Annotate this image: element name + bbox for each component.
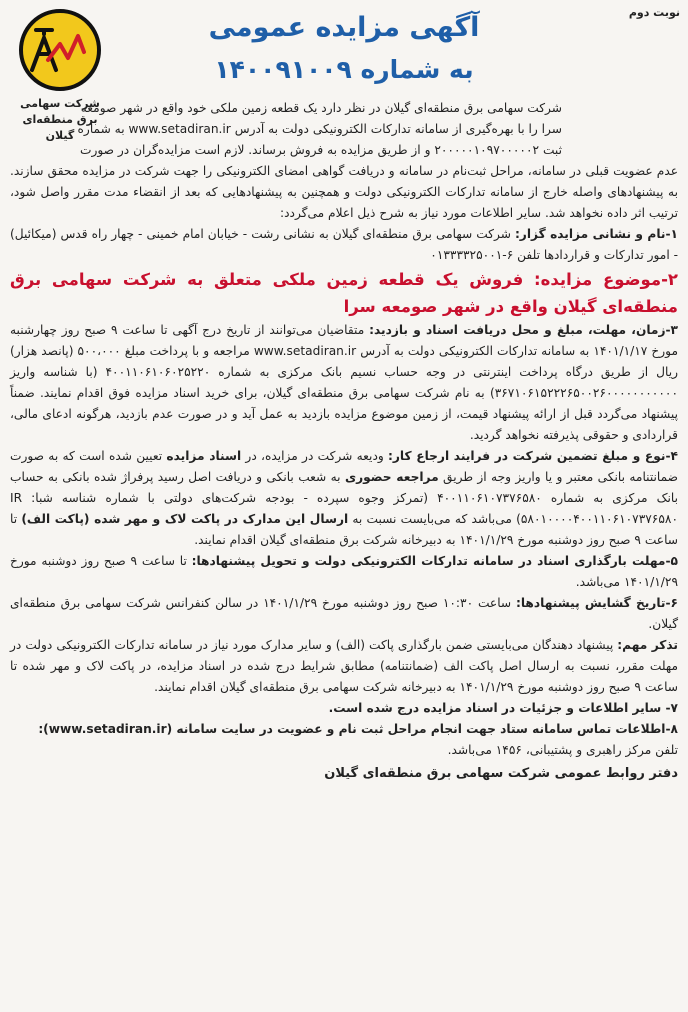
intro-line-2: سرا را با بهره‌گیری از سامانه تدارکات الکترونیکی دولت به آدرس www.setadiran.ir به شماره: [77, 122, 562, 136]
section-3: [10, 320, 678, 446]
intro-rest: عدم عضویت قبلی در سامانه، مراحل ثبت‌نام در سامانه و دریافت گواهی امضای الکترونیکی را جهت شرکت در مزایده محقق سازند. به پیشنهادهای واصله خارج از سامانه تدارکات الکترونیکی دولت و همچنین به پیشنهادهایی که بعد از انقضاء مدت مقرر واصل شود، ترتیب اثر داده نخواهد شد. سایر اطلاعات مورد نیاز به شرح ذیل اعلام می‌گردد:: [10, 164, 678, 220]
section-1-text: شرکت سهامی برق منطقه‌ای گیلان به نشانی رشت - خیابان امام خمینی - چهار راه قدس (میکائیل) - امور تدارکات و قراردادها تلفن ۶-۰۱۳۳۳۳۲۵۰۰۱: [10, 227, 678, 262]
section-1-label: ۱-نام و نشانی مزایده گزار:: [514, 227, 678, 241]
section-4-bold-3: ارسال این مدارک در پاکت لاک و مهر شده (پاکت الف): [21, 512, 349, 526]
notice-title: آگهی مزایده عمومی: [208, 12, 480, 43]
notice-number: به شماره ۱۴۰۰۹۱۰۰۹: [214, 55, 474, 84]
section-4-text-4: تا ساعت ۹ صبح روز دوشنبه مورخ ۱۴۰۱/۱/۲۹ به دبیرخانه شرکت برق منطقه‌ای گیلان اقدام نمایند.: [10, 512, 678, 547]
section-4-text-1: ودیعه شرکت در مزایده، در: [241, 449, 389, 463]
section-5-label: ۵-مهلت بارگذاری اسناد در سامانه تدارکات الکترونیکی دولت و تحویل پیشنهادها:: [191, 554, 678, 568]
section-4-text-3: به شعب بانکی و دریافت اصل رسید پرفراژ شده بانکی به حساب بانک مرکزی به شماره ۴۰۰۱۱۰۶۱۰۷۳۷۶۵۸۰ (تمرکز وجوه سپرده - بودجه شرکت‌های دولتی با شماره شناسه شبا: IR ۵۸۰۱۰۰۰۰۴۰۰۱۱۰۶۱۰۷۳۷۶۵۸۰) می‌باشد که می‌بایست نسبت به: [10, 470, 679, 526]
section-8-text: تلفن مرکز راهبری و پشتیبانی، ۱۴۵۶ می‌باشد.: [447, 743, 678, 757]
section-4-text-2: تعیین شده است که به صورت ضمانتنامه بانکی معتبر و یا واریز وجه از طریق: [10, 449, 679, 484]
section-4-bold-1: اسناد مزایده: [166, 449, 242, 463]
important-note: [10, 635, 678, 698]
section-2-subject: ۲-موضوع مزایده: فروش یک قطعه زمین ملکی متعلق به شرکت سهامی برق منطقه‌ای گیلان واقع در شهر صومعه سرا: [10, 270, 678, 316]
section-4: [10, 446, 678, 551]
logo-text-line-2: برق منطقه‌ای: [22, 113, 98, 126]
section-8-label: ۸-اطلاعات تماس سامانه ستاد جهت انجام مراحل ثبت نام و عضویت در سایت سامانه (www.setadiran.ir):: [38, 722, 678, 736]
section-1: [10, 224, 678, 266]
section-3-label: ۳-زمان، مهلت، مبلغ و محل دریافت اسناد و بازدید:: [369, 323, 678, 337]
notice-body: [10, 161, 678, 784]
section-3-text: متقاضیان می‌توانند از تاریخ درج آگهی تا ساعت ۹ صبح روز چهارشنبه مورخ ۱۴۰۱/۱/۱۷ به سامانه تدارکات الکترونیکی دولت به آدرس www.setadiran.ir مراجعه و با پرداخت مبلغ ۵۰۰،۰۰۰ (پانصد هزار) ریال از طریق درگاه پرداخت اینترنتی در وجه حساب نسیم بانک مرکزی به شماره ۴۰۰۱۱۰۶۱۰۶۰۲۵۲۲۰ (با شناسه واریز ۳۶۷۱۰۶۱۵۲۲۲۶۵۰۰۲۶۰۰۰۰۰۰۰۰۰۰۰) به نام شرکت سهامی برق منطقه‌ای گیلان، برای خرید اسناد مزایده فوق اقدام نمایند. ضمناً پیشنهاد می‌گردد قبل از ارائه پیشنهاد قیمت، از زمین موضوع مزایده بازدید به عمل آید و در صورت عدم بازدید، هرگونه ادعای مالی، قراردادی و حقوقی پذیرفته نخواهد گردید.: [10, 323, 679, 442]
important-note-text: پیشنهاد دهندگان می‌بایستی ضمن بارگذاری پاکت (الف) و سایر مدارک مورد نیاز در سامانه تدارکات الکترونیکی دولت در مهلت مقرر، نسبت به ارسال اصل پاکت الف (ضمانتنامه) مطابق شرایط درج شده در اسناد مزایده، در پاکت لاک و مهر شده تا ساعت ۹ صبح روز دوشنبه مورخ ۱۴۰۱/۱/۲۹ به دبیرخانه شرکت سهامی برق منطقه‌ای گیلان اقدام نمایند.: [10, 638, 678, 694]
section-5: [10, 551, 678, 593]
company-logo: [10, 8, 110, 144]
section-7-text: ۷- سایر اطلاعات و جزئیات در اسناد مزایده درج شده است.: [328, 701, 678, 715]
section-4-label: ۴-نوع و مبلغ تضمین شرکت در فرایند ارجاع کار:: [388, 449, 678, 463]
logo-text-line-3: گیلان: [45, 129, 75, 142]
important-note-label: تذکر مهم:: [617, 638, 678, 652]
section-6: [10, 593, 678, 635]
publication-round-label: نوبت دوم: [628, 6, 680, 19]
section-5-text: تا ساعت ۹ صبح روز دوشنبه مورخ ۱۴۰۱/۱/۲۹ می‌باشد.: [10, 554, 678, 589]
electricity-logo-icon: [18, 8, 102, 92]
section-7: [10, 698, 678, 719]
section-4-bold-2: مراجعه حضوری: [344, 470, 439, 484]
intro-line-1: شرکت سهامی برق منطقه‌ای گیلان در نظر دارد یک قطعه زمین ملکی خود واقع در شهر صومعه: [80, 101, 562, 115]
closing-signature: دفتر روابط عمومی شرکت سهامی برق منطقه‌ای گیلان: [324, 766, 678, 781]
section-6-label: ۶-تاریخ گشایش پیشنهادها:: [515, 596, 678, 610]
intro-line-3: ثبت ۲۰۰۰۰۰۱۰۹۷۰۰۰۰۰۲ و از طریق مزایده به فروش برساند. لازم است مزایده‌گران در صورت: [80, 143, 562, 157]
logo-text-line-1: شرکت سهامی: [20, 97, 100, 110]
section-8: [10, 719, 678, 761]
section-6-text: ساعت ۱۰:۳۰ صبح روز دوشنبه مورخ ۱۴۰۱/۱/۲۹ در سالن کنفرانس شرکت سهامی برق منطقه‌ای گیلان.: [10, 596, 678, 631]
